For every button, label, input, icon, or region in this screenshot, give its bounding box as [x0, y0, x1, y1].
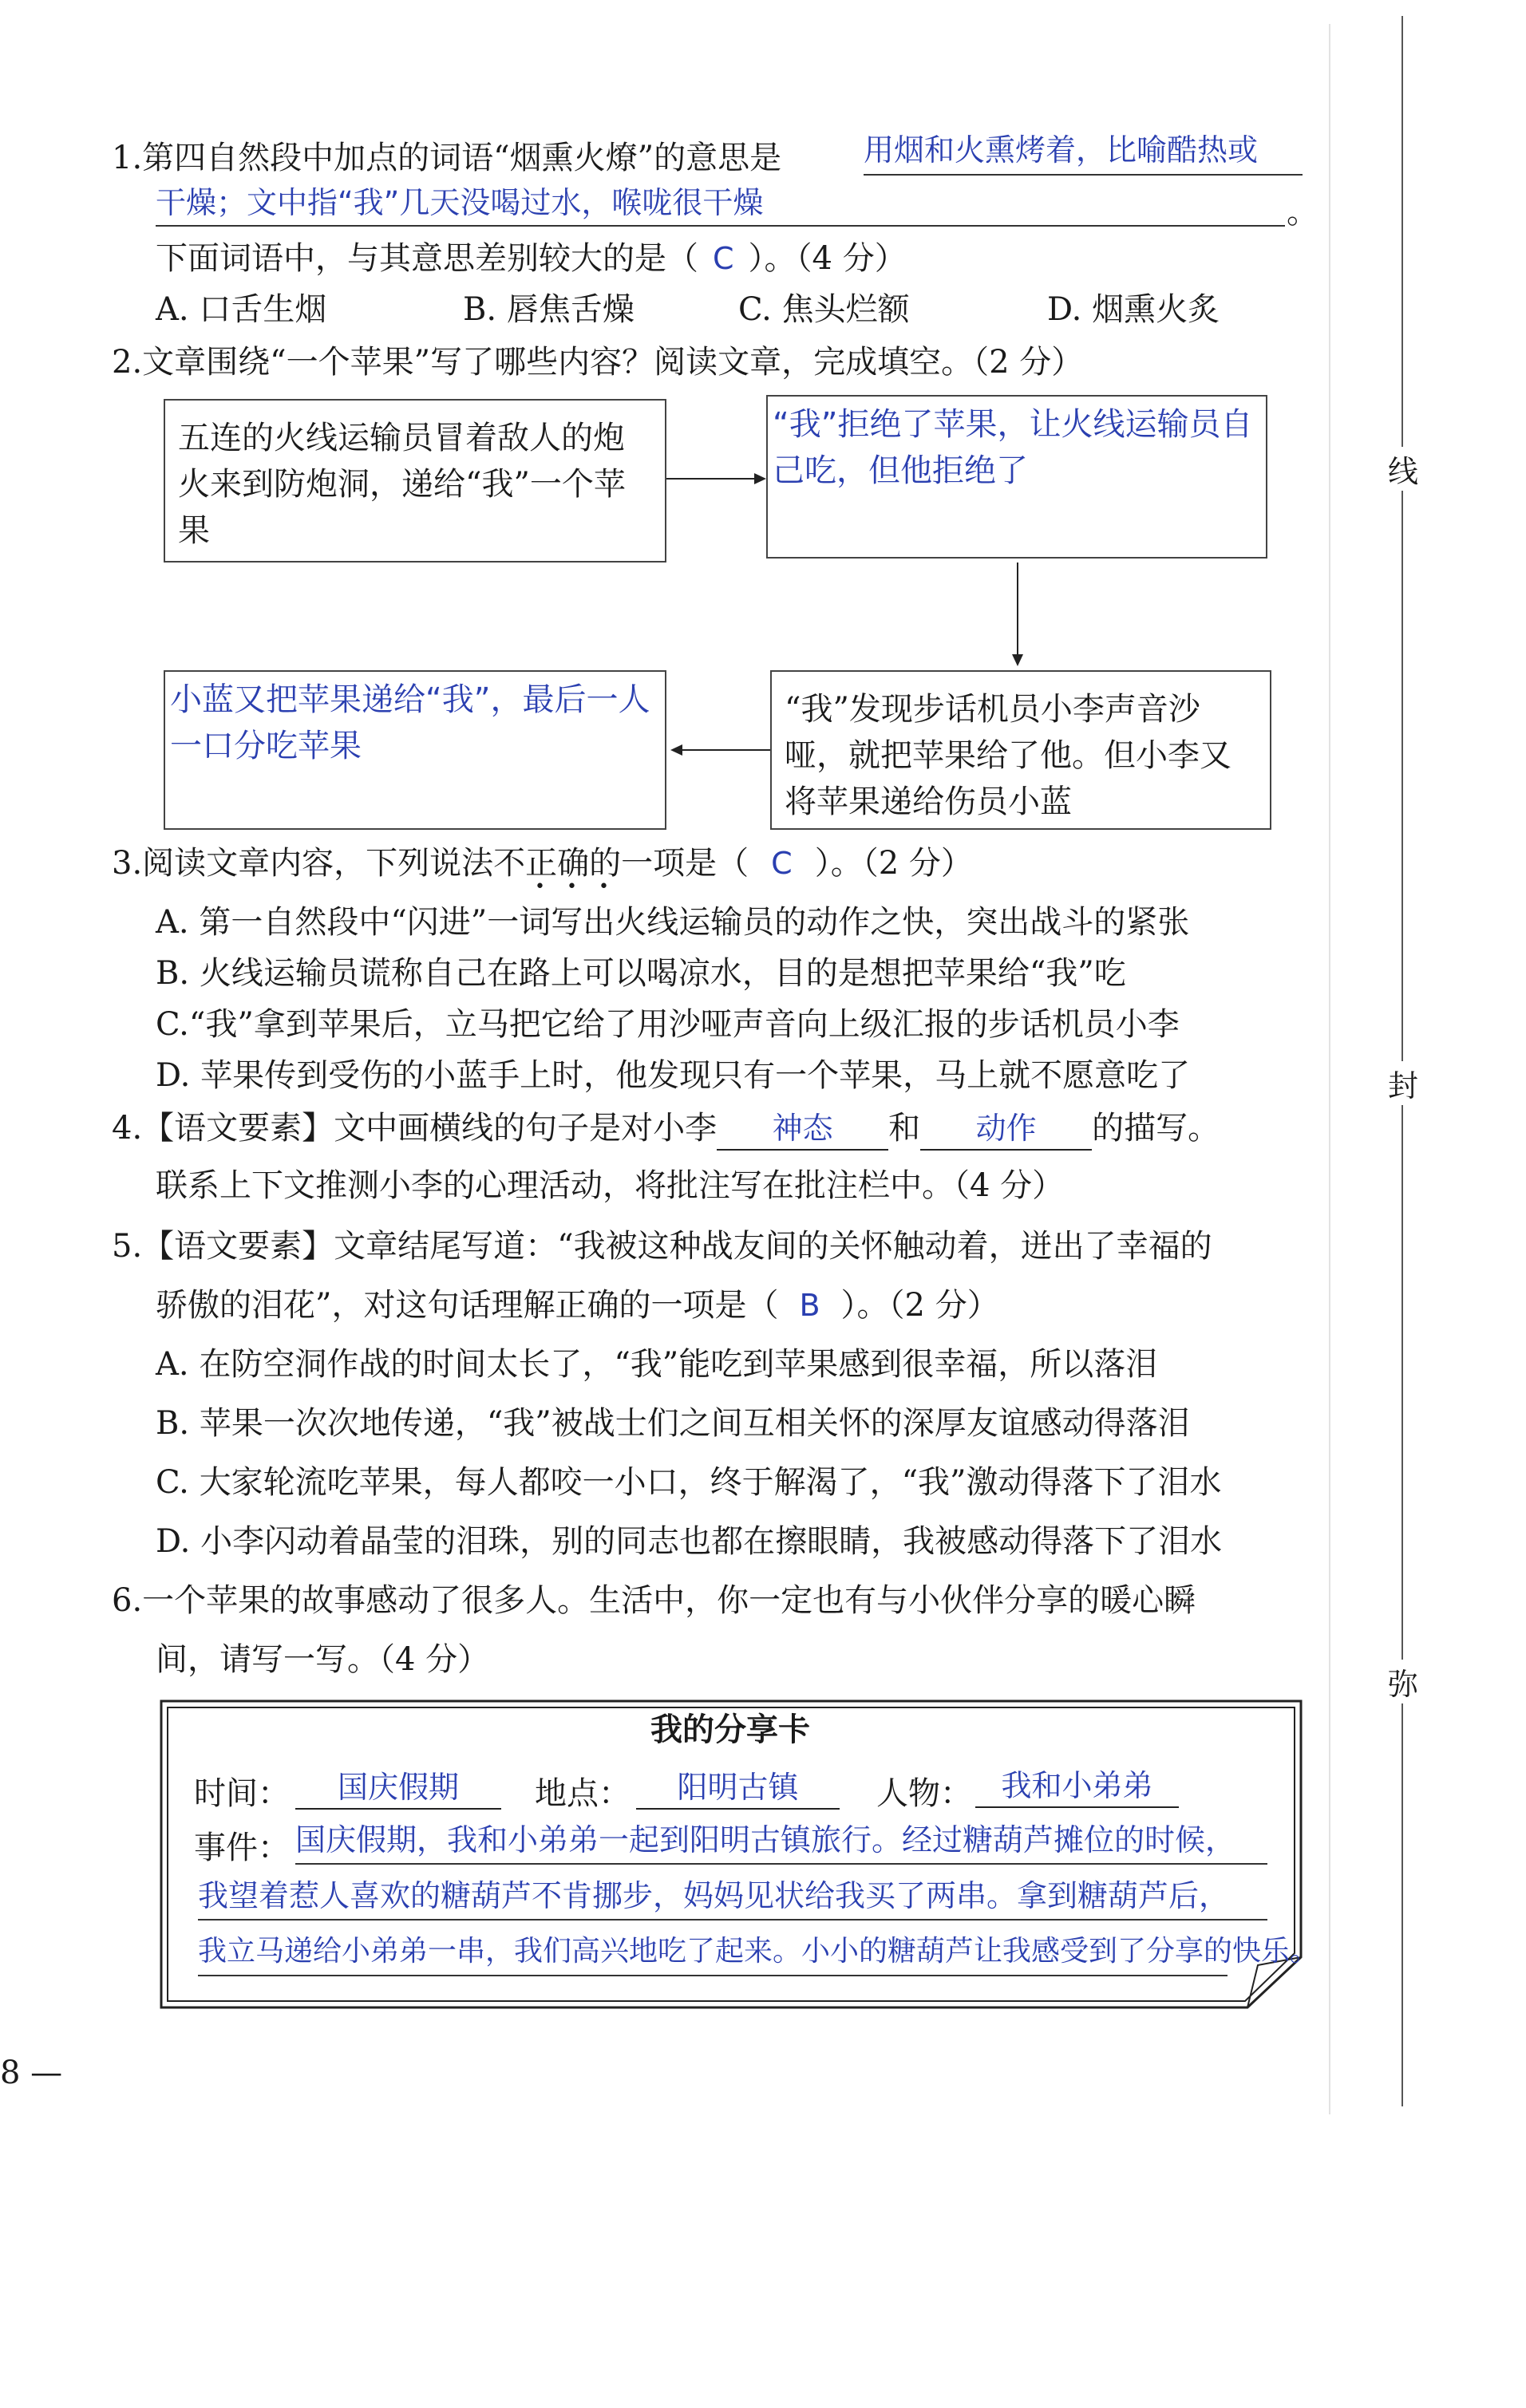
card-event-underline-2: [198, 1919, 1267, 1920]
q3-text-a: 阅读文章内容，下列说法不正确的一项是（: [142, 845, 749, 882]
q1-number: 1.: [112, 140, 143, 176]
card-people-value: 我和小弟弟: [975, 1765, 1179, 1808]
q4-text-c: 的描写。: [1092, 1110, 1220, 1147]
q2-line: [112, 341, 1083, 383]
q6-line1: [112, 1580, 1196, 1621]
q1-text-a: 第四自然段中加点的词语“烟熏火燎”的意思是: [142, 140, 782, 176]
q1-option-d: D. 烟熏火炙: [1047, 291, 1220, 328]
q5-number: 5.: [112, 1228, 143, 1265]
q3-option-a: A. 第一自然段中“闪进”一词写出火线运输员的动作之快，突出战斗的紧张: [156, 904, 1190, 941]
q2-arrow-down: [1002, 563, 1034, 670]
card-people-label: 人物：: [876, 1775, 972, 1812]
q5-line2: [156, 1285, 999, 1326]
page-edge-line: [1329, 24, 1330, 2114]
page-number: 8 —: [0, 2055, 63, 2091]
card-event-line2: 我望着惹人喜欢的糖葫芦不肯挪步，妈妈见状给我买了两串。拿到糖葫芦后，: [198, 1878, 1230, 1913]
q1-line1: [112, 137, 781, 179]
card-event-line3: 我立马递给小弟弟一串，我们高兴地吃了起来。小小的糖葫芦让我感受到了分享的快乐。: [198, 1935, 1319, 1968]
q3-number: 3.: [112, 845, 143, 882]
q2-arrow-left: [666, 734, 770, 766]
q6-text-a: 一个苹果的故事感动了很多人。生活中，你一定也有与小伙伴分享的暖心瞬: [142, 1582, 1196, 1619]
q5-option-d: D. 小李闪动着晶莹的泪珠，别的同志也都在擦眼睛，我被感动得落下了泪水: [156, 1523, 1223, 1560]
q5-text-b: 骄傲的泪花”，对这句话理解正确的一项是（: [156, 1287, 779, 1324]
q3-option-d: D. 苹果传到受伤的小蓝手上时，他发现只有一个苹果，马上就不愿意吃了: [156, 1057, 1191, 1094]
q1-option-c: C. 焦头烂额: [738, 291, 910, 328]
q1-line3: [156, 238, 907, 279]
binding-margin: [1366, 16, 1438, 2106]
q4-answer-b: 动作: [920, 1107, 1092, 1151]
q2-flow-box-4: 小蓝又把苹果递给“我”，最后一人一口分吃苹果: [164, 670, 666, 830]
q1-text-c: ）。（4 分）: [748, 240, 907, 277]
card-event-line1: 国庆假期，我和小弟弟一起到阳明古镇旅行。经过糖葫芦摊位的时候，: [295, 1822, 1236, 1857]
q3-answer: C: [771, 846, 793, 881]
q2-flow-box-1: 五连的火线运输员冒着敌人的炮火来到防炮洞，递给“我”一个苹果: [164, 399, 666, 563]
card-place-label: 地点：: [535, 1775, 631, 1812]
q4-text-a: 【语文要素】文中画横线的句子是对小李: [142, 1110, 718, 1147]
q3-option-b: B. 火线运输员谎称自己在路上可以喝凉水，目的是想把苹果给“我”吃: [156, 955, 1126, 992]
q5-text-a: 【语文要素】文章结尾写道：“我被这种战友间的关怀触动着，迸出了幸福的: [142, 1228, 1212, 1265]
q5-option-b: B. 苹果一次次地传递，“我”被战士们之间互相关怀的深厚友谊感动得落泪: [156, 1405, 1190, 1442]
q5-line1: [112, 1226, 1212, 1267]
card-time-label: 时间：: [194, 1775, 290, 1812]
q1-answer-b: 干燥；文中指“我”几天没喝过水，喉咙很干燥: [156, 185, 764, 220]
q1-text-b: 下面词语中，与其意思差别较大的是（: [156, 240, 698, 277]
binding-mark-xian: 线: [1387, 447, 1419, 491]
q4-text-b: 和: [888, 1110, 921, 1147]
card-event-underline-3: [198, 1975, 1228, 1976]
q1-option-a: A. 口舌生烟: [156, 291, 327, 328]
q5-option-a: A. 在防空洞作战的时间太长了，“我”能吃到苹果感到很幸福，所以落泪: [156, 1346, 1158, 1383]
q3-option-c: C.“我”拿到苹果后，立马把它给了用沙哑声音向上级汇报的步话机员小李: [156, 1006, 1180, 1043]
card-event-underline-1: [295, 1863, 1267, 1865]
q3-text-b: ）。（2 分）: [814, 845, 973, 882]
card-event-label: 事件：: [194, 1830, 290, 1866]
q1-option-b: B. 唇焦舌燥: [463, 291, 635, 328]
q6-number: 6.: [112, 1582, 143, 1619]
binding-mark-mi: 弥: [1387, 1660, 1419, 1703]
q2-flow-box-3: “我”发现步话机员小李声音沙哑，就把苹果给了他。但小李又将苹果递给伤员小蓝: [770, 670, 1271, 830]
q3-emphasis-dots: •••: [535, 877, 631, 897]
q6-text-b: 间，请写一写。（4 分）: [156, 1641, 490, 1678]
q1-answer-b-underline: [156, 225, 1285, 227]
q2-arrow-right: [666, 463, 770, 495]
q1-answer-a-underline: [864, 174, 1303, 176]
q5-answer: B: [799, 1288, 820, 1323]
q4-text-d: 联系上下文推测小李的心理活动，将批注写在批注栏中。（4 分）: [156, 1167, 1065, 1204]
q1-answer-c: C: [713, 241, 734, 276]
q1-answer-a: 用烟和火熏烤着，比喻酷热或: [864, 132, 1259, 168]
q5-option-c: C. 大家轮流吃苹果，每人都咬一小口，终于解渴了，“我”激动得落下了泪水: [156, 1464, 1222, 1501]
q5-text-c: ）。（2 分）: [840, 1287, 999, 1324]
q2-flow-box-2: “我”拒绝了苹果，让火线运输员自己吃，但他拒绝了: [766, 395, 1267, 559]
q4-number: 4.: [112, 1110, 143, 1147]
card-title: 我的分享卡: [650, 1711, 810, 1748]
q2-number: 2.: [112, 344, 143, 381]
q2-text: 文章围绕“一个苹果”写了哪些内容？阅读文章，完成填空。（2 分）: [142, 344, 1084, 381]
card-place-value: 阳明古镇: [636, 1767, 840, 1810]
q4-line1: [112, 1107, 1220, 1151]
q4-answer-a: 神态: [717, 1107, 888, 1151]
binding-mark-feng: 封: [1387, 1061, 1419, 1105]
q1-end-mark: 。: [1287, 194, 1318, 231]
card-time-value: 国庆假期: [295, 1767, 501, 1810]
